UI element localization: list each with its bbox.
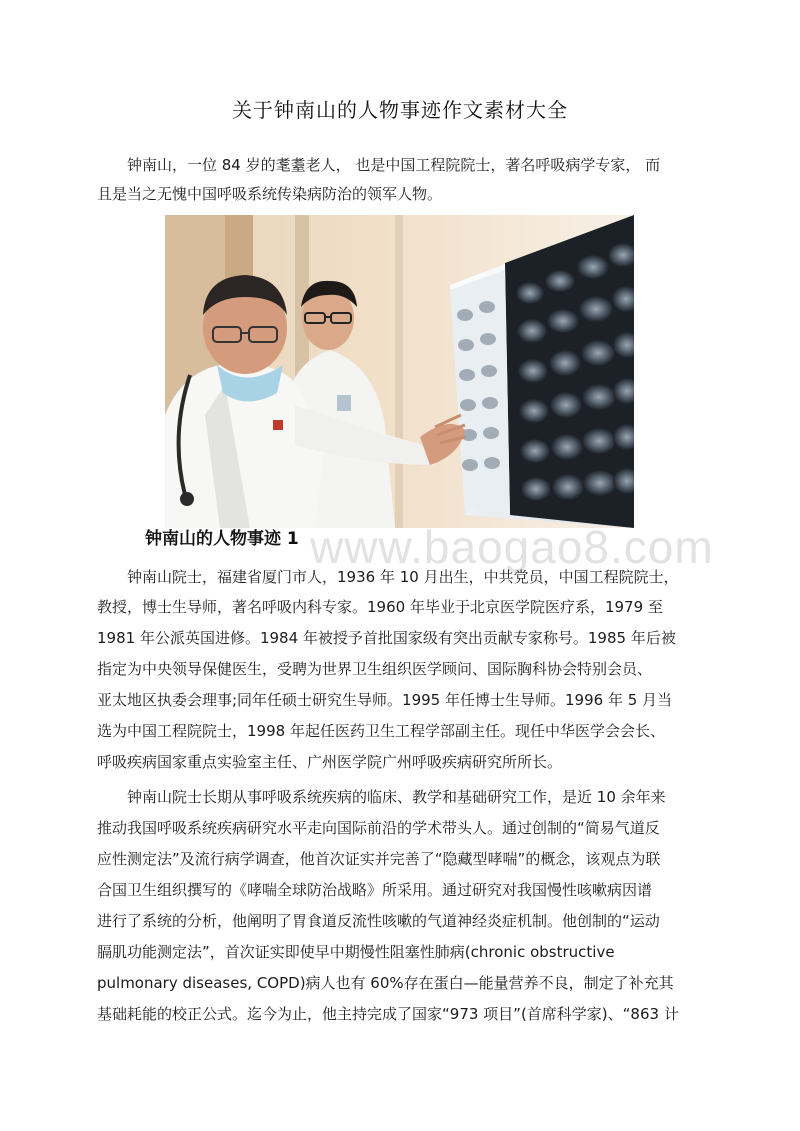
paragraph-line: 应性测定法”及流行病学调查，他首次证实并完善了“隐藏型哮喘”的概念，该观点为联 [97,850,661,868]
paragraph-line: pulmonary diseases, COPD)病人也有 60%存在蛋白—能量营养不良，制定了补充其 [97,974,674,992]
paragraph-line: 进行了系统的分析，他阐明了胃食道反流性咳嗽的气道神经炎症机制。他创制的“运动 [97,912,660,930]
paragraph-line: 1981 年公派英国进修。1984 年被授予首批国家级有突出贡献专家称号。1985 年后被 [97,629,676,647]
paragraph-line: 钟南山院士长期从事呼吸系统疾病的临床、教学和基础研究工作，是近 10 余年来 [127,788,666,806]
paragraph-line: 呼吸疾病国家重点实验室主任、广州医学院广州呼吸疾病研究所所长。 [97,753,563,771]
paragraph-line: 膈肌功能测定法”，首次证实即使早中期慢性阻塞性肺病(chronic obstructive [97,943,615,961]
page-title: 关于钟南山的人物事迹作文素材大全 [232,98,568,122]
paragraph-line: 合国卫生组织撰写的《哮喘全球防治战略》所采用。通过研究对我国慢性咳嗽病因谱 [97,881,653,899]
paragraph-line: 指定为中央领导保健医生，受聘为世界卫生组织医学顾问、国际胸科协会特别会员、 [97,660,653,678]
watermark: www.baogao8.com [310,521,714,573]
paragraph-line: 教授，博士生导师，著名呼吸内科专家。1960 年毕业于北京医学院医疗系，1979 至 [97,598,663,616]
paragraph-line: 钟南山院士，福建省厦门市人，1936 年 10 月出生，中共党员，中国工程院院士， [127,568,679,586]
intro-line: 钟南山，一位 84 岁的耄耋老人， 也是中国工程院院士，著名呼吸病学专家， 而 [127,156,661,174]
paragraph-line: 基础耗能的校正公式。迄今为止，他主持完成了国家“973 项目”(首席科学家)、“863 计 [97,1005,679,1023]
intro-line: 且是当之无愧中国呼吸系统传染病防治的领军人物。 [97,185,443,203]
paragraph-line: 推动我国呼吸系统疾病研究水平走向国际前沿的学术带头人。通过创制的“简易气道反 [97,819,660,837]
paragraph-line: 选为中国工程院院士，1998 年起任医药卫生工程学部副主任。现任中华医学会会长、 [97,722,665,740]
paragraph-line: 亚太地区执委会理事;同年任硕士研究生导师。1995 年任博士生导师。1996 年 5 月当 [97,691,673,709]
photo-doctor-reviewing-ct-scans [165,215,634,528]
section-heading: 钟南山的人物事迹 1 [145,529,299,549]
